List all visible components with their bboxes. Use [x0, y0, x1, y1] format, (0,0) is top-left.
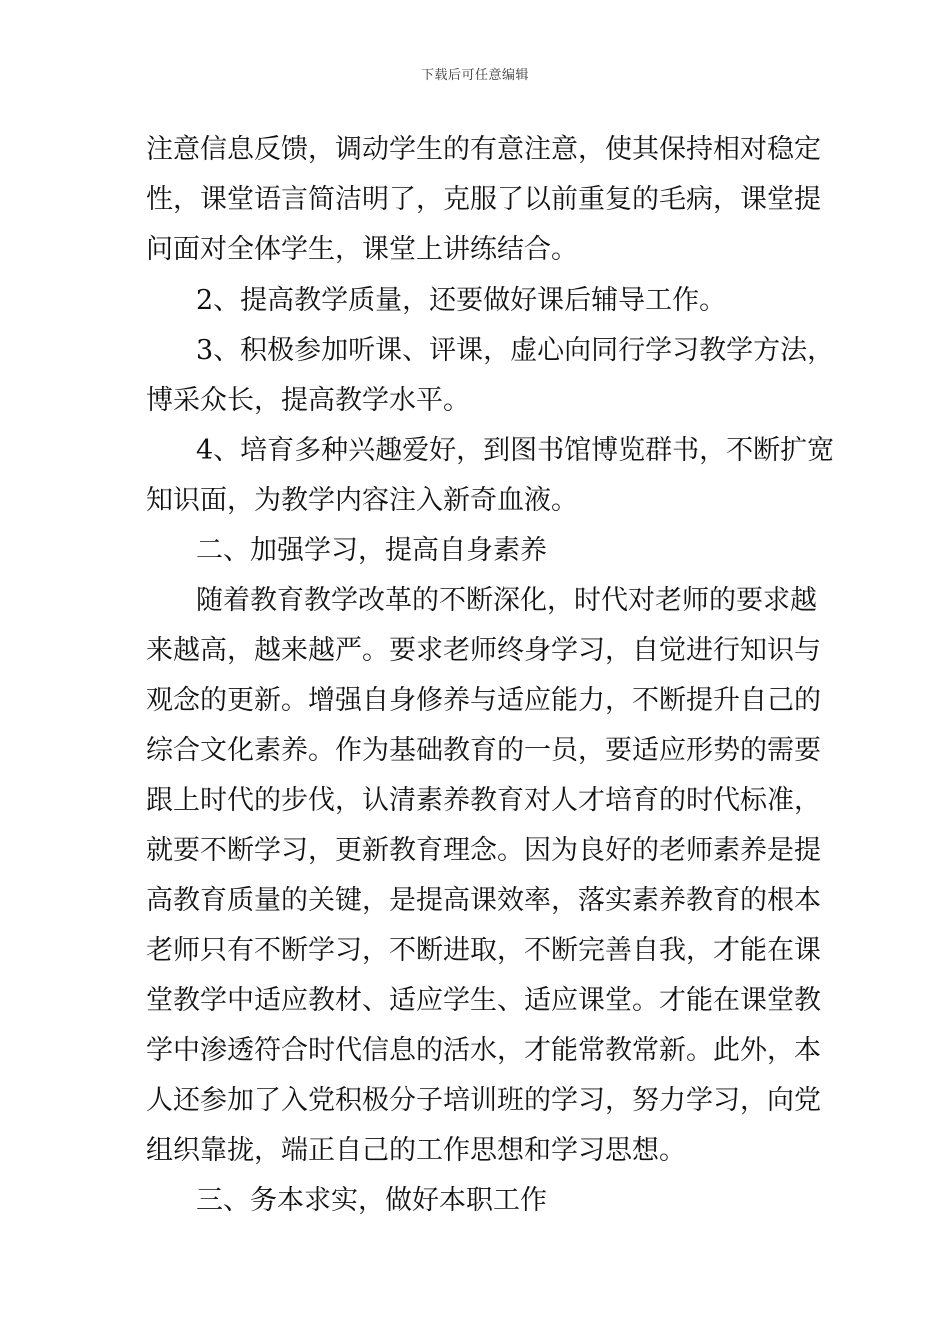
paragraph-line: 3、积极参加听课、评课，虚心向同行学习教学方法，: [196, 335, 835, 366]
paragraph-line: 老师只有不断学习，不断进取，不断完善自我，才能在课: [146, 935, 821, 966]
paragraph-line: 来越高，越来越严。要求老师终身学习，自觉进行知识与: [146, 635, 821, 666]
page-header: 下载后可任意编辑: [420, 68, 529, 83]
paragraph-line: 2、提高教学质量，还要做好课后辅导工作。: [196, 285, 727, 316]
paragraph-line: 随着教育教学改革的不断深化，时代对老师的要求越: [196, 585, 817, 616]
paragraph-line: 注意信息反馈，调动学生的有意注意，使其保持相对稳定: [146, 134, 821, 165]
paragraph-line: 高教育质量的关键，是提高课效率，落实素养教育的根本: [146, 885, 821, 916]
paragraph-line: 观念的更新。增强自身修养与适应能力，不断提升自己的: [146, 685, 821, 716]
paragraph-line: 人还参加了入党积极分子培训班的学习，努力学习，向党: [146, 1085, 821, 1116]
paragraph-line: 性，课堂语言简洁明了，克服了以前重复的毛病，课堂提: [146, 184, 821, 215]
paragraph-line: 学中渗透符合时代信息的活水，才能常教常新。此外，本: [146, 1035, 821, 1066]
paragraph-line: 综合文化素养。作为基础教育的一员，要适应形势的需要: [146, 735, 821, 766]
paragraph-line: 堂教学中适应教材、适应学生、适应课堂。才能在课堂教: [146, 985, 821, 1016]
paragraph-line: 组织靠拢，端正自己的工作思想和学习思想。: [146, 1135, 686, 1166]
section-heading: 三、务本求实，做好本职工作: [196, 1185, 547, 1216]
paragraph-line: 问面对全体学生，课堂上讲练结合。: [146, 234, 578, 265]
paragraph-line: 博采众长，提高教学水平。: [146, 385, 470, 416]
paragraph-line: 就要不断学习，更新教育理念。因为良好的老师素养是提: [146, 835, 821, 866]
section-heading: 二、加强学习，提高自身素养: [196, 535, 547, 566]
paragraph-line: 4、培育多种兴趣爱好，到图书馆博览群书，不断扩宽: [196, 435, 835, 466]
paragraph-line: 知识面，为教学内容注入新奇血液。: [146, 485, 578, 516]
paragraph-line: 跟上时代的步伐，认清素养教育对人才培育的时代标准，: [146, 785, 821, 816]
